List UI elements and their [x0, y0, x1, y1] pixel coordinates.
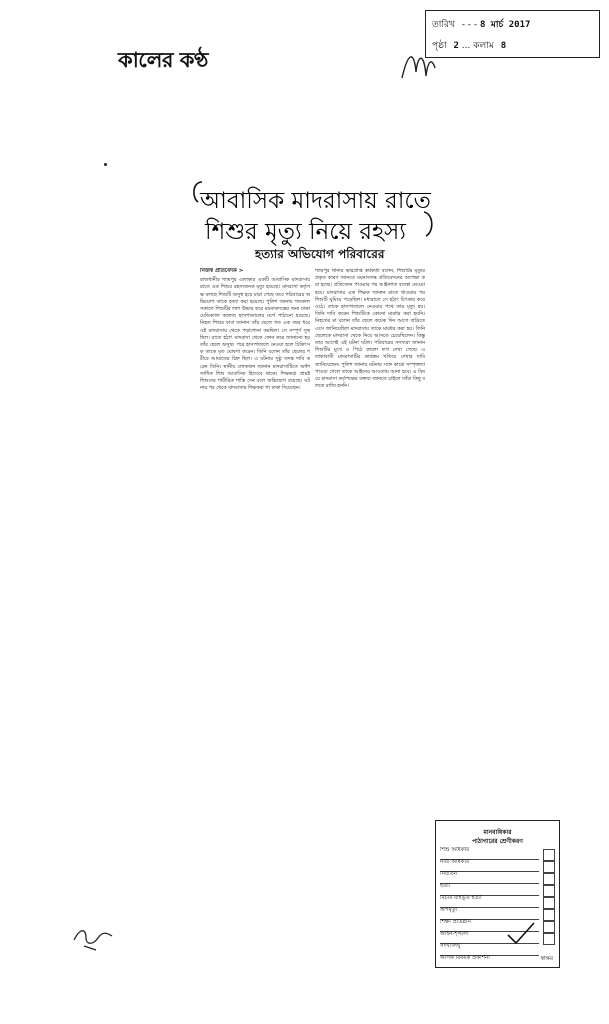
- checkbox-icon: [543, 861, 555, 873]
- stamp-column-label: কলাম: [473, 41, 494, 51]
- article-column-1-text: রাজধানীর শ্যামপুর এলাকার একটি আবাসিক মাদরাসায় রাতে এক শিশুর রহস্যজনক মৃত্যু হয়েছে। মাদরাসা কর্তৃপক্ষ বলছে শিশুটি অসুস্থ হয়ে মারা গেছে তবে পরিবারের অভিযোগ তাকে হত্যা করা হয়েছে। পুলিশ জানায় গতকাল সকালে শিশুটির লাশ উদ্ধার করে ময়নাতদন্তের জন্য ঢাকা মেডিক্যাল কলেজ হাসপাতালের মর্গে পাঠানো হয়েছে। নিহত শিশুর বাবা জানান তাঁর ছেলে গত এক বছর ধরে ওই মাদরাসায় থেকে পড়াশোনা করছিল। সে সম্পূর্ণ সুস্থ ছিল। রাতে হঠাৎ মাদরাসা থেকে ফোন করে জানানো হয় তাঁর ছেলে অসুস্থ। পরে হাসপাতালে নেওয়া হলে চিকিৎসক তাকে মৃত ঘোষণা করেন। তিনি বলেন তাঁর ছেলের শরীরে আঘাতের চিহ্ন ছিল। এ ঘটনার সুষ্ঠু তদন্ত দাবি করেন তিনি। স্থানীয় লোকজন জানান মাদরাসাটিতে অর্ধশতাধিক শিশু আবাসিক হিসেবে থাকে। শিক্ষকরা প্রায়ই শিশুদের শারীরিক শাস্তি দেন বলে অভিযোগ রয়েছে। ঘটনার পর থেকে মাদরাসার শিক্ষকরা গা ঢাকা দিয়েছেন।: [200, 277, 310, 392]
- handwritten-initials: [398, 42, 438, 86]
- headline-line-1: আবাসিক মাদরাসায় রাতে: [200, 188, 431, 214]
- library-stamp-row: হত্যা: [440, 883, 539, 896]
- stamp-page-column-row: পৃষ্ঠা 2 ... কলাম 8: [432, 41, 507, 51]
- library-stamp-row: শিশু অধিকার: [440, 847, 539, 860]
- library-stamp-row: শিক্ষা প্রতিষ্ঠান: [440, 919, 539, 932]
- newspaper-name: কালের কণ্ঠ: [118, 47, 208, 72]
- library-stamp-row: অপমৃত্যু: [440, 907, 539, 920]
- stamp-page-label: পৃষ্ঠা: [432, 41, 447, 51]
- article-column-1: [200, 268, 310, 693]
- byline: নিজস্ব প্রতিবেদক >: [200, 268, 244, 274]
- library-classification-stamp: [435, 820, 560, 968]
- library-stamp-row: আসক বিষয়ক প্রকাশনা: [440, 955, 490, 961]
- checkbox-icon: [543, 897, 555, 909]
- checkbox-icon: [543, 873, 555, 885]
- stamp-date-value: 8 মার্চ 2017: [480, 20, 531, 30]
- checkbox-icon: [543, 933, 555, 945]
- library-stamp-row: নারী অধিকার: [440, 859, 539, 872]
- stamp-page-value: 2: [453, 41, 459, 51]
- library-stamp-row: সংখ্যালঘু: [440, 943, 539, 956]
- stamp-column-value: 8: [500, 41, 507, 51]
- handwritten-squiggle: [72, 924, 116, 954]
- library-stamp-row: নির্যাতন: [440, 871, 539, 884]
- library-stamp-footer: স্বাক্ষর: [540, 956, 553, 962]
- library-stamp-row: আইন-শৃঙ্খলা: [440, 931, 539, 944]
- stamp-date-label: তারিখ: [432, 20, 455, 30]
- headline-brackets: [188, 178, 438, 242]
- check-mark-icon: [506, 921, 536, 949]
- checkbox-icon: [543, 909, 555, 921]
- library-stamp-title-2: পাঠাগারের শ্রেণীকরণ: [472, 838, 523, 845]
- article-body: [200, 268, 425, 693]
- library-stamp-title-1: মানবাধিকার: [483, 829, 512, 836]
- checkbox-icon: [543, 849, 555, 861]
- article-column-2-text: শ্যামপুর থানার ভারপ্রাপ্ত কর্মকর্তা বলেন, শিশুটির মৃত্যুর প্রকৃত কারণ জানতে ময়নাতদন্ত প্রতিবেদনের অপেক্ষা করা হচ্ছে। প্রতিবেদন পাওয়ার পর আইনগত ব্যবস্থা নেওয়া হবে। মাদরাসার এক শিক্ষক জানান রাতে খাওয়ার পর শিশুটি ঘুমিয়ে পড়েছিল। মধ্যরাতে সে হঠাৎ চিৎকার করে ওঠে। তাকে হাসপাতালে নেওয়ার পথে তার মৃত্যু হয়। তিনি দাবি করেন শিশুটিকে কোনো মারধর করা হয়নি। নিহতের মা বলেন তাঁর ছেলে কয়েক দিন আগে বাড়িতে এসে জানিয়েছিল মাদরাসায় তাকে মারধর করা হয়। তিনি ছেলেকে মাদরাসা থেকে নিয়ে আসতে চেয়েছিলেন। কিন্তু তার আগেই এই ঘটনা ঘটল। পরিবারের সদস্যরা জানান শিশুটির মুখে ও পিঠে কালো দাগ দেখা গেছে। এলাকাবাসী মাদরাসাটির কার্যক্রম খতিয়ে দেখার দাবি জানিয়েছেন। পুলিশ জানায় ঘটনার সঙ্গে কারো সম্পৃক্ততা পাওয়া গেলে তাকে আইনের আওতায় আনা হবে। এ বিষয়ে মাদরাসা কর্তৃপক্ষের বক্তব্য জানতে চাইলে তাঁরা কিছু বলতে রাজি হননি।: [315, 268, 425, 390]
- dot-mark: [104, 163, 107, 166]
- checkbox-icon: [543, 885, 555, 897]
- subheadline: হত্যার অভিযোগ পরিবারের: [255, 247, 385, 261]
- article-column-2: [315, 268, 425, 693]
- clipping-date-stamp: [425, 10, 600, 58]
- headline-line-2: শিশুর মৃত্যু নিয়ে রহস্য: [205, 219, 406, 245]
- library-stamp-row: বিচার বহির্ভূত হত্যা: [440, 895, 539, 908]
- stamp-date-row: তারিখ - - - 8 মার্চ 2017: [432, 20, 531, 30]
- checkbox-icon: [543, 921, 555, 933]
